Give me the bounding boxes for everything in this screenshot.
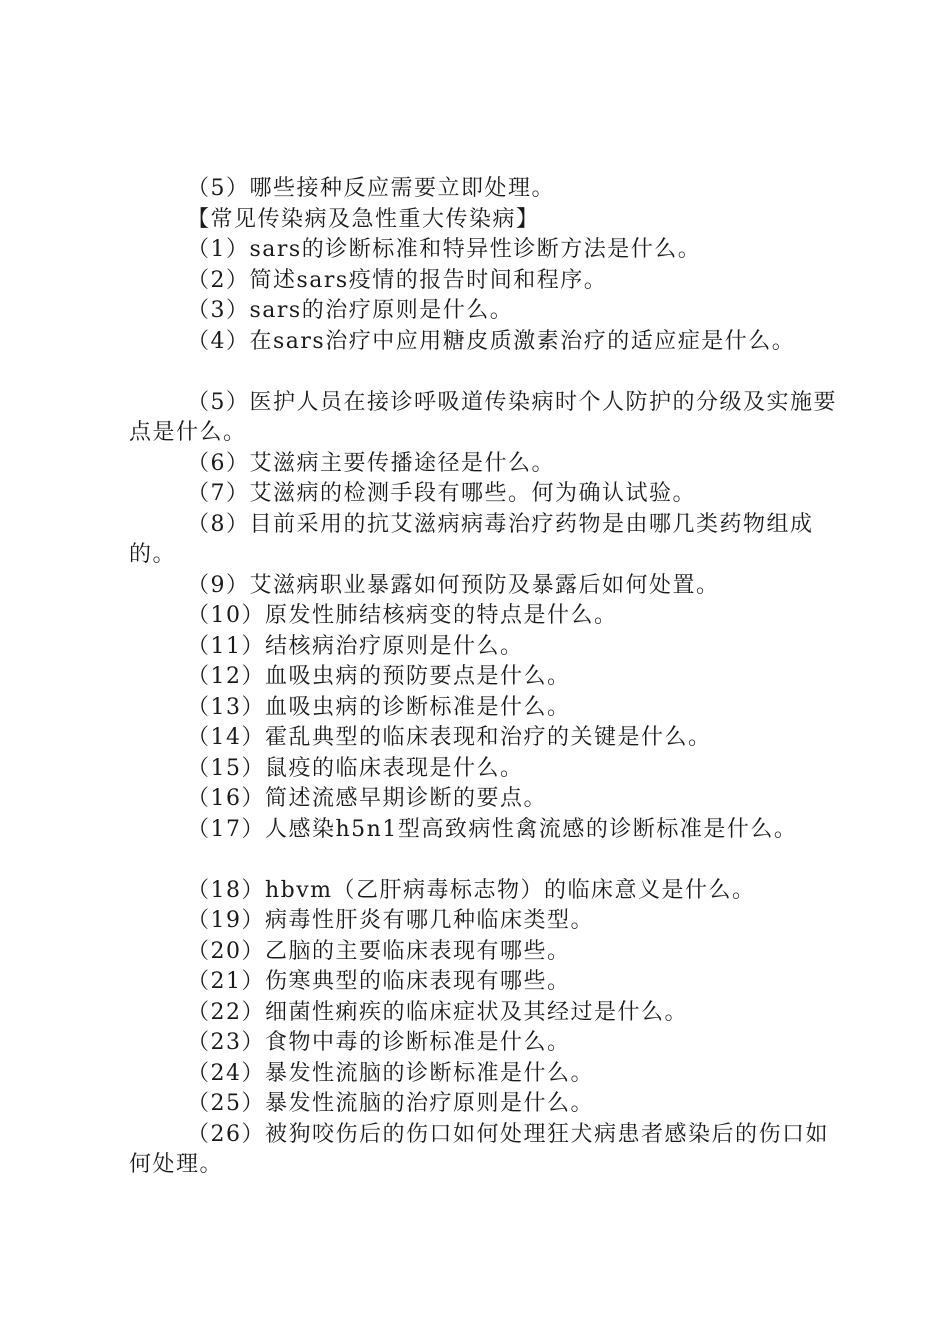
paragraph-q18: （18）hbvm（乙肝病毒标志物）的临床意义是什么。 xyxy=(187,877,756,903)
paragraph-q7: （7）艾滋病的检测手段有哪些。何为确认试验。 xyxy=(187,481,696,506)
paragraph-q26: （26）被狗咬伤后的伤口如何处理狂犬病患者感染后的伤口如何处理。 xyxy=(129,1121,829,1177)
paragraph-q17: （17）人感染h5n1型高致病性禽流感的诊断标准是什么。 xyxy=(187,816,798,842)
paragraph-q22: （22）细菌性痢疾的临床症状及其经过是什么。 xyxy=(187,999,688,1025)
paragraph-q16: （16）简述流感早期诊断的要点。 xyxy=(187,786,547,811)
paragraph-q21: （21）伤寒典型的临床表现有哪些。 xyxy=(187,969,571,994)
paragraph-q8: （8）目前采用的抗艾滋病病毒治疗药物是由哪几类药物组成的。 xyxy=(129,511,814,567)
paragraph-q24: （24）暴发性流脑的诊断标准是什么。 xyxy=(187,1060,594,1086)
paragraph-q1: （1）sars的诊断标准和特异性诊断方法是什么。 xyxy=(187,237,702,262)
paragraph-q12: （12）血吸虫病的预防要点是什么。 xyxy=(187,664,571,689)
paragraph-q5-vaccination: （5）哪些接种反应需要立即处理。 xyxy=(187,176,555,201)
blank-line xyxy=(129,845,841,876)
paragraph-q9: （9）艾滋病职业暴露如何预防及暴露后如何处置。 xyxy=(187,572,720,598)
paragraph-q10: （10）原发性肺结核病变的特点是什么。 xyxy=(187,603,618,628)
blank-line xyxy=(129,357,841,388)
paragraph-q13: （13）血吸虫病的诊断标准是什么。 xyxy=(187,694,571,720)
paragraph-q25: （25）暴发性流脑的治疗原则是什么。 xyxy=(187,1091,594,1116)
document-body xyxy=(129,174,841,1181)
paragraph-q2: （2）简述sars疫情的报告时间和程序。 xyxy=(187,267,608,293)
paragraph-q3: （3）sars的治疗原则是什么。 xyxy=(187,298,514,323)
paragraph-q19: （19）病毒性肝炎有哪几种临床类型。 xyxy=(187,908,594,933)
paragraph-q23: （23）食物中毒的诊断标准是什么。 xyxy=(187,1030,571,1055)
paragraph-q11: （11）结核病治疗原则是什么。 xyxy=(187,633,524,659)
paragraph-q14: （14）霍乱典型的临床表现和治疗的关键是什么。 xyxy=(187,725,712,750)
paragraph-q4: （4）在sars治疗中应用糖皮质激素治疗的适应症是什么。 xyxy=(187,328,796,354)
paragraph-q20: （20）乙脑的主要临床表现有哪些。 xyxy=(187,938,571,964)
paragraph-q5: （5）医护人员在接诊呼吸道传染病时个人防护的分级及实施要点是什么。 xyxy=(129,389,837,445)
section-heading-infectious-diseases: 【常见传染病及急性重大传染病】 xyxy=(187,206,540,232)
paragraph-q6: （6）艾滋病主要传播途径是什么。 xyxy=(187,450,555,476)
paragraph-q15: （15）鼠疫的临床表现是什么。 xyxy=(187,755,524,781)
